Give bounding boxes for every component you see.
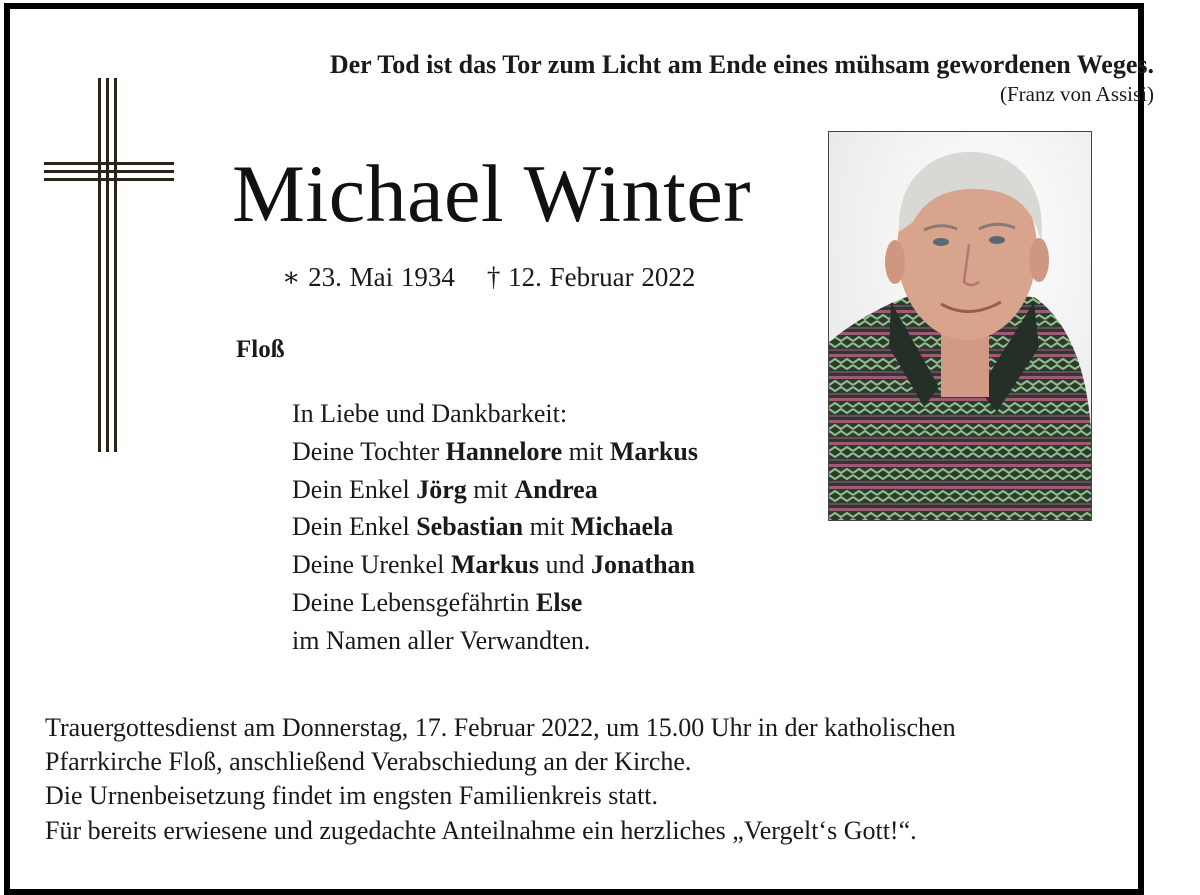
- mourner-line: Deine Lebensgefährtin Else: [292, 587, 583, 617]
- deceased-name: Michael Winter: [232, 148, 752, 239]
- mourner-line: Dein Enkel Jörg mit Andrea: [292, 474, 598, 504]
- mourners-closing: im Namen aller Verwandten.: [292, 625, 591, 655]
- portrait-photo: [828, 131, 1092, 521]
- birth-date: 23. Mai 1934: [308, 262, 455, 292]
- quote-author: (Franz von Assisi): [1000, 82, 1154, 106]
- place: Floß: [236, 336, 285, 363]
- portrait-illustration: [829, 132, 1091, 520]
- mourner-line: Deine Tochter Hannelore mit Markus: [292, 436, 698, 466]
- service-line: Trauergottesdienst am Donnerstag, 17. Februar 2022, um 15.00 Uhr in der katholischen: [45, 713, 956, 742]
- mourners-block: [292, 395, 698, 660]
- service-line: Für bereits erwiesene und zugedachte Anteilnahme ein herzliches „Vergelt‘s Gott!“.: [45, 815, 917, 845]
- birth-symbol: ∗: [282, 262, 301, 292]
- death-date: 12. Februar 2022: [508, 262, 696, 292]
- mourner-line: Deine Urenkel Markus und Jonathan: [292, 550, 695, 580]
- service-line: Die Urnenbeisetzung findet im engsten Familienkreis statt.: [45, 781, 659, 811]
- mourner-line: Dein Enkel Sebastian mit Michaela: [292, 512, 674, 542]
- mourners-intro: In Liebe und Dankbarkeit:: [292, 399, 568, 428]
- cross-icon: [44, 78, 174, 452]
- quote-text: Der Tod ist das Tor zum Licht am Ende eines mühsam gewordenen Weges.: [329, 50, 1154, 79]
- death-symbol: †: [486, 262, 501, 292]
- service-info: [45, 711, 956, 848]
- life-dates: [282, 262, 695, 293]
- service-line: Pfarrkirche Floß, anschließend Verabschiedung an der Kirche.: [45, 747, 692, 777]
